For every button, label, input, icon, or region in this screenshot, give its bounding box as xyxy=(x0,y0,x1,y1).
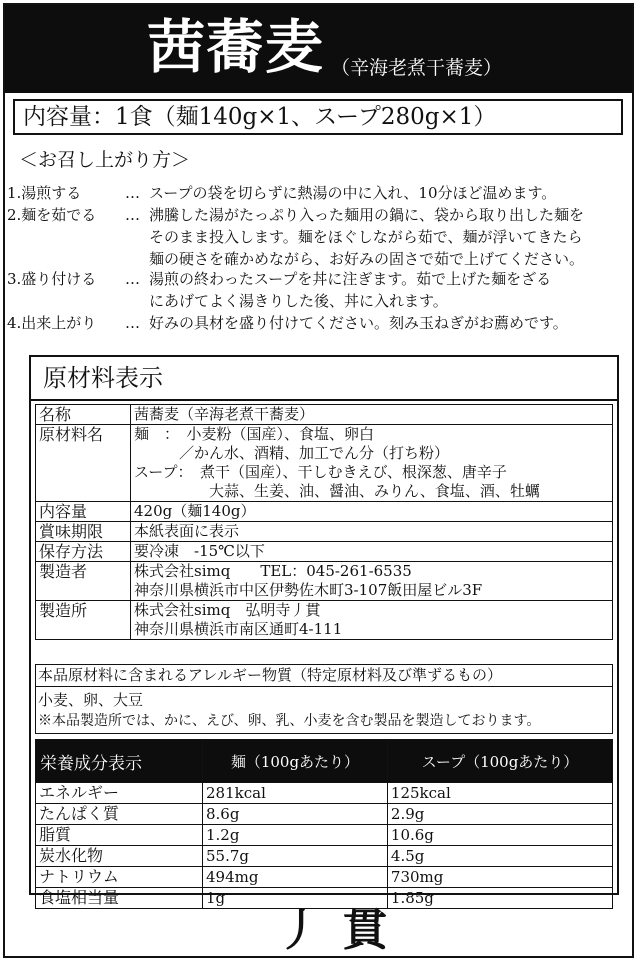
step-dots: … xyxy=(125,184,140,202)
soup-value: 4.5g xyxy=(387,846,612,867)
product-title: 茜蕎麦 xyxy=(147,13,325,81)
allergy-heading: 本品原材料に含まれるアレルギー物質（特定原材料及び準ずるもの） xyxy=(38,666,503,684)
table-row xyxy=(36,425,613,502)
row-value xyxy=(131,502,613,522)
table-row xyxy=(36,846,613,867)
divider xyxy=(31,399,617,401)
row-value xyxy=(131,542,613,562)
label-frame xyxy=(3,3,634,958)
soup-value: 730mg xyxy=(387,867,612,888)
allergy-items: 小麦、卵、大豆 xyxy=(38,691,144,709)
nutrition-header-row xyxy=(36,740,613,783)
table-row xyxy=(36,405,613,425)
step-label: 3.盛り付ける xyxy=(7,270,97,288)
value-line: 神奈川県横浜市南区通町4-111 xyxy=(134,620,343,638)
row-value xyxy=(131,522,613,542)
row-key: 原材料名 xyxy=(36,425,131,502)
row-key: 賞味期限 xyxy=(36,522,131,542)
step-text: にあげてよく湯きりした後、丼に入れます。 xyxy=(149,292,448,310)
noodle-value: 8.6g xyxy=(203,804,388,825)
table-row xyxy=(36,804,613,825)
table-row xyxy=(36,542,613,562)
soup-value: 10.6g xyxy=(387,825,612,846)
noodle-value: 55.7g xyxy=(203,846,388,867)
step-text: 好みの具材を盛り付けてください。刻み玉ねぎがお薦めです。 xyxy=(149,314,568,332)
soup-value: 125kcal xyxy=(387,783,612,804)
noodle-value: 1.2g xyxy=(203,825,388,846)
row-value xyxy=(131,405,613,425)
value-line: 要冷凍 -15℃以下 xyxy=(134,542,265,560)
allergy-note: ※本品製造所では、かに、えび、卵、乳、小麦を含む製品を製造しております。 xyxy=(38,713,541,729)
noodle-value: 281kcal xyxy=(203,783,388,804)
ingredients-box xyxy=(29,355,619,907)
table-row xyxy=(36,867,613,888)
value-line: ／かん水、酒精、加工でん分（打ち粉） xyxy=(134,444,450,462)
row-key: 内容量 xyxy=(36,502,131,522)
howto-heading: ＜お召し上がり方＞ xyxy=(19,149,191,171)
ingredients-table xyxy=(35,404,613,640)
step-label: 1.湯煎する xyxy=(7,184,82,202)
noodle-value: 494mg xyxy=(203,867,388,888)
value-line: 茜蕎麦（辛海老煮干蕎麦） xyxy=(134,405,315,423)
nutrient-name: たんぱく質 xyxy=(36,804,203,825)
value-line: スープ： 煮干（国産）、干しむきえび、根深葱、唐辛子 xyxy=(134,463,507,481)
value-line: 株式会社simq 弘明寺丿貫 xyxy=(134,601,321,619)
row-key: 保存方法 xyxy=(36,542,131,562)
row-key: 製造者 xyxy=(36,562,131,601)
table-row xyxy=(36,825,613,846)
divider xyxy=(36,686,612,687)
content-amount: 内容量：1食（麺140g×1、スープ280g×1） xyxy=(13,99,623,135)
row-key: 名称 xyxy=(36,405,131,425)
title-bar xyxy=(5,5,632,93)
step-dots: … xyxy=(125,314,140,332)
value-line: 本紙表面に表示 xyxy=(134,522,240,540)
value-line: 神奈川県横浜市中区伊勢佐木町3-107飯田屋ビル3F xyxy=(134,581,483,599)
table-row xyxy=(36,601,613,640)
value-line: 株式会社simq TEL：045-261-6535 xyxy=(134,562,412,580)
column-header: スープ（100gあたり） xyxy=(387,740,612,783)
step-dots: … xyxy=(125,206,140,224)
step-dots: … xyxy=(125,270,140,288)
step-label: 2.麺を茹でる xyxy=(7,206,97,224)
nutrient-name: 炭水化物 xyxy=(36,846,203,867)
nutrient-name: ナトリウム xyxy=(36,867,203,888)
table-row xyxy=(36,502,613,522)
soup-value: 2.9g xyxy=(387,804,612,825)
table-row xyxy=(36,562,613,601)
nutrient-name: 食塩相当量 xyxy=(36,888,203,909)
step-label: 4.出来上がり xyxy=(7,314,97,332)
value-line: 大蒜、生姜、油、醤油、みりん、食塩、酒、牡蠣 xyxy=(134,482,540,500)
table-row xyxy=(36,783,613,804)
value-line: 420g（麺140g） xyxy=(134,502,256,520)
row-value xyxy=(131,601,613,640)
noodle-value: 1g xyxy=(203,888,388,909)
brand-seal: 丿貫 xyxy=(277,905,409,956)
step-text: 湯煎の終わったスープを丼に注ぎます。茹で上げた麺をざる xyxy=(149,270,552,288)
nutrition-heading: 栄養成分表示 xyxy=(36,740,203,783)
nutrient-name: 脂質 xyxy=(36,825,203,846)
value-line: 麺 ： 小麦粉（国産）、食塩、卵白 xyxy=(134,425,375,443)
column-header: 麺（100gあたり） xyxy=(203,740,388,783)
step-text: スープの袋を切らずに熱湯の中に入れ、10分ほど温めます。 xyxy=(149,184,557,202)
product-subtitle: （辛海老煮干蕎麦） xyxy=(331,57,503,79)
step-text: 麺の硬さを確かめながら、お好みの固さで茹で上げてください。 xyxy=(149,250,585,268)
step-text: そのまま投入します。麺をほぐしながら茹で、麺が浮いてきたら xyxy=(149,228,583,246)
nutrient-name: エネルギー xyxy=(36,783,203,804)
row-value xyxy=(131,562,613,601)
row-value xyxy=(131,425,613,502)
ingredients-title: 原材料表示 xyxy=(43,364,163,392)
step-text: 沸騰した湯がたっぷり入った麺用の鍋に、袋から取り出した麺を xyxy=(149,206,585,224)
allergy-box xyxy=(35,664,613,734)
table-row xyxy=(36,522,613,542)
row-key: 製造所 xyxy=(36,601,131,640)
nutrition-table xyxy=(35,739,613,909)
soup-value: 1.85g xyxy=(387,888,612,909)
